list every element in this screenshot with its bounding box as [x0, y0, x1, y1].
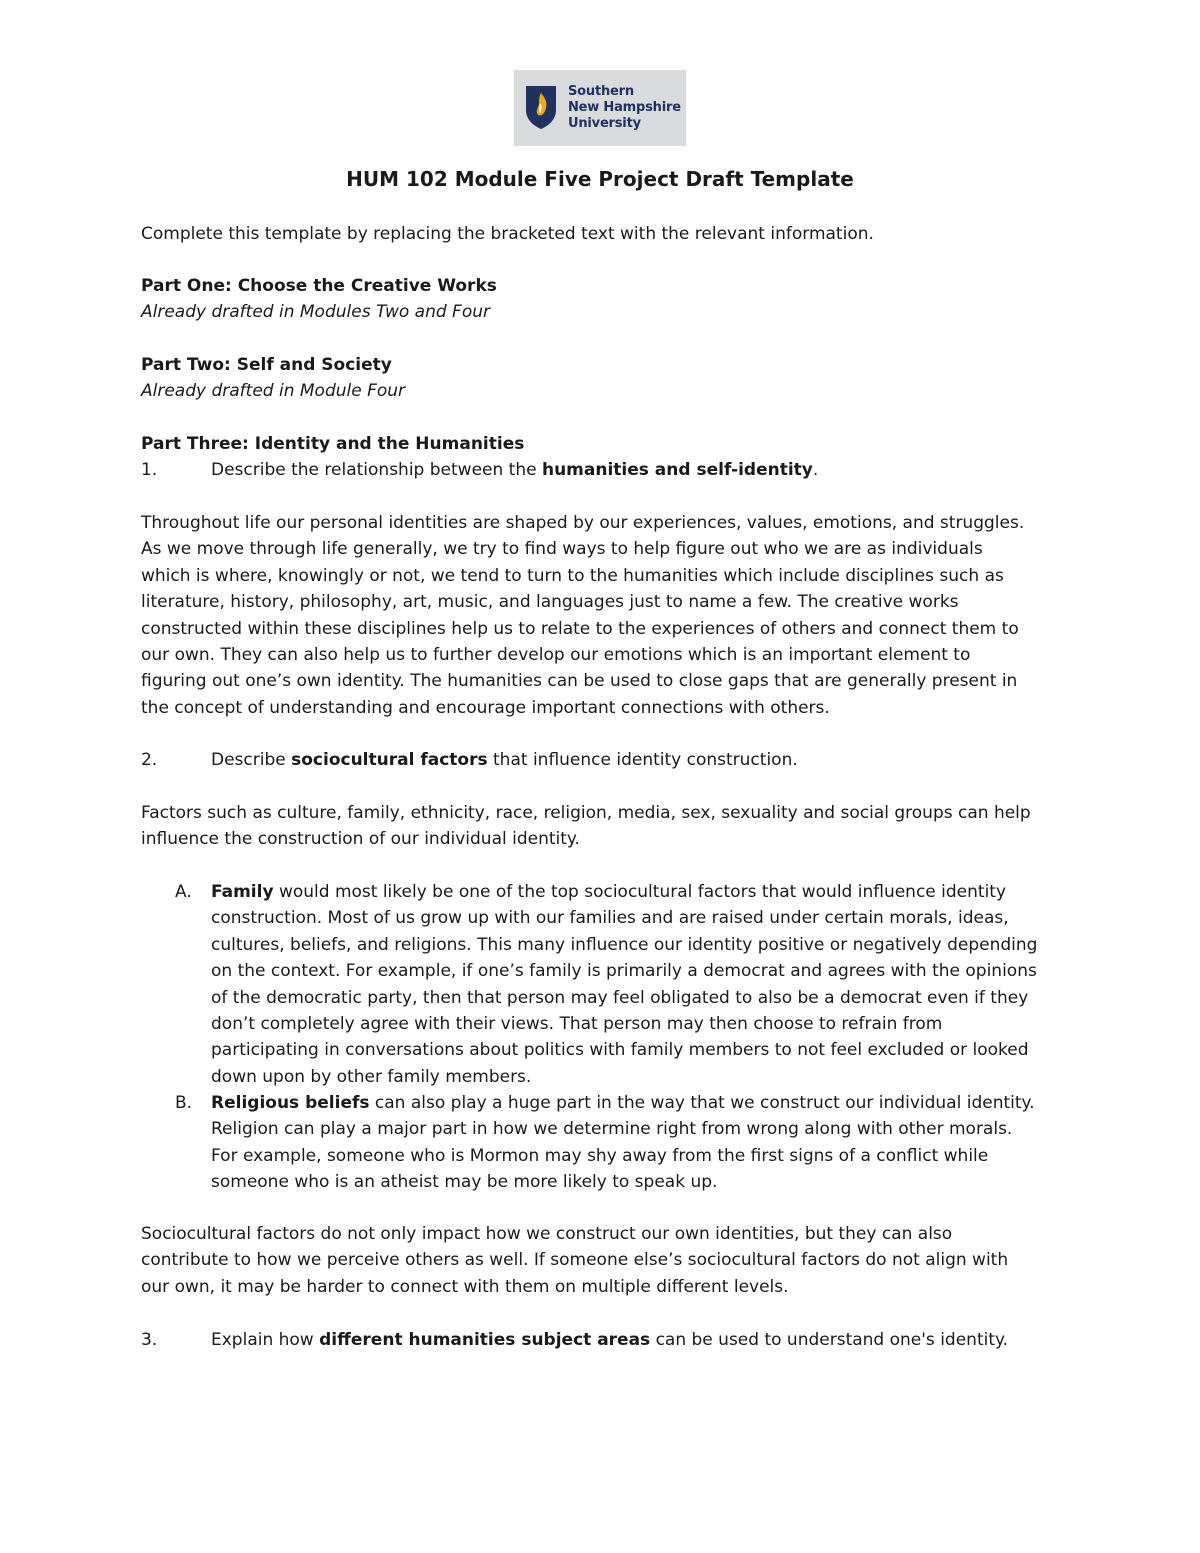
question-2-prefix: Describe — [211, 750, 292, 770]
list-item-b-first-rest: can also play a huge part in the way that we construct our individual identity. — [369, 1093, 1035, 1113]
list-item-b — [211, 1090, 1081, 1196]
question-2-number: 2. — [141, 750, 158, 770]
answer-2-closing-line: contribute to how we perceive others as well. If someone else’s sociocultural factors do not align with — [141, 1250, 1009, 1271]
answer-1-line: As we move through life generally, we try to find ways to help figure out who we are as individuals — [141, 539, 983, 560]
answer-2-closing-line: Sociocultural factors do not only impact how we construct our own identities, but they can also — [141, 1224, 953, 1244]
answer-1-line: the concept of understanding and encourage important connections with others. — [141, 697, 830, 718]
question-2-text — [211, 747, 798, 773]
question-1-suffix: . — [812, 460, 819, 480]
part-one-note: Already drafted in Modules Two and Four — [141, 302, 490, 322]
answer-1-line: figuring out one’s own identity. The humanities can be used to close gaps that are generally present in — [141, 671, 1018, 692]
instructions: Complete this template by replacing the bracketed text with the relevant information. — [141, 224, 874, 244]
list-item-a-first-line — [211, 879, 1081, 905]
question-3-bold: different humanities subject areas — [319, 1330, 651, 1350]
answer-1-line: literature, history, philosophy, art, music, and languages just to name a few. The creative works — [141, 592, 959, 613]
list-item-a — [211, 879, 1081, 1090]
list-item-a-line: cultures, beliefs, and religions. This many influence our identity positive or negatively depending — [211, 934, 1038, 955]
part-one-heading: Part One: Choose the Creative Works — [141, 276, 497, 296]
logo-line-3: University — [568, 116, 641, 131]
answer-1-paragraph — [141, 510, 1071, 721]
list-item-b-letter: B. — [175, 1093, 193, 1113]
answer-2-intro — [141, 800, 1071, 853]
question-2-suffix: that influence identity construction. — [487, 750, 798, 770]
question-2-bold: sociocultural factors — [291, 750, 488, 770]
part-two-note: Already drafted in Module Four — [141, 381, 406, 401]
answer-1-line: which is where, knowingly or not, we tend to turn to the humanities which include disciplines such as — [141, 565, 1004, 586]
question-3-text — [211, 1327, 1008, 1353]
page-title: HUM 102 Module Five Project Draft Template — [346, 167, 854, 191]
part-three-heading: Part Three: Identity and the Humanities — [141, 434, 525, 454]
list-item-a-line: construction. Most of us grow up with our families and are raised under certain morals, ideas, — [211, 908, 1009, 929]
list-item-b-line: someone who is an atheist may be more likely to speak up. — [211, 1172, 718, 1193]
question-1-bold: humanities and self-identity — [541, 460, 813, 480]
question-3-prefix: Explain how — [211, 1330, 320, 1350]
list-item-a-line: down upon by other family members. — [211, 1066, 532, 1087]
logo-line-1: Southern — [568, 84, 634, 99]
list-item-a-letter: A. — [175, 882, 192, 902]
question-1-text — [211, 457, 818, 483]
flame-shield-icon — [524, 84, 558, 130]
list-item-a-line: participating in conversations about politics with family members to not feel excluded or looked — [211, 1040, 1029, 1061]
answer-2-line: Factors such as culture, family, ethnicity, race, religion, media, sex, sexuality and social groups can help — [141, 803, 1031, 823]
answer-1-line: Throughout life our personal identities are shaped by our experiences, values, emotions, and struggles. — [141, 513, 1025, 533]
list-item-a-line: of the democratic party, then that person may feel obligated to also be a democrat even if they — [211, 987, 1029, 1008]
list-item-b-line: Religion can play a major part in how we determine right from wrong along with other morals. — [211, 1119, 1013, 1140]
list-item-b-first-line — [211, 1090, 1081, 1116]
answer-2-line: influence the construction of our individual identity. — [141, 829, 580, 850]
question-1-prefix: Describe the relationship between the — [211, 460, 542, 480]
answer-1-line: our own. They can also help us to further develop our emotions which is an important element to — [141, 645, 971, 666]
logo-line-2: New Hampshire — [568, 100, 681, 115]
list-item-a-line: on the context. For example, if one’s family is primarily a democrat and agrees with the opinions — [211, 961, 1037, 982]
list-item-a-line: don’t completely agree with their views. That person may then choose to refrain from — [211, 1014, 943, 1035]
list-item-b-bold: Religious beliefs — [211, 1093, 370, 1113]
university-logo — [514, 70, 686, 146]
question-1-number: 1. — [141, 460, 158, 480]
list-item-a-bold: Family — [211, 882, 274, 902]
list-item-b-line: For example, someone who is Mormon may shy away from the first signs of a conflict while — [211, 1145, 989, 1166]
answer-1-line: constructed within these disciplines help us to relate to the experiences of others and connect them to — [141, 618, 1019, 639]
answer-2-closing-line: our own, it may be harder to connect with them on multiple different levels. — [141, 1276, 789, 1297]
question-3-number: 3. — [141, 1330, 158, 1350]
question-3-suffix: can be used to understand one's identity. — [650, 1330, 1009, 1350]
part-two-heading: Part Two: Self and Society — [141, 355, 392, 375]
list-item-a-first-rest: would most likely be one of the top sociocultural factors that would influence identity — [273, 882, 1007, 902]
answer-2-closing — [141, 1221, 1071, 1300]
